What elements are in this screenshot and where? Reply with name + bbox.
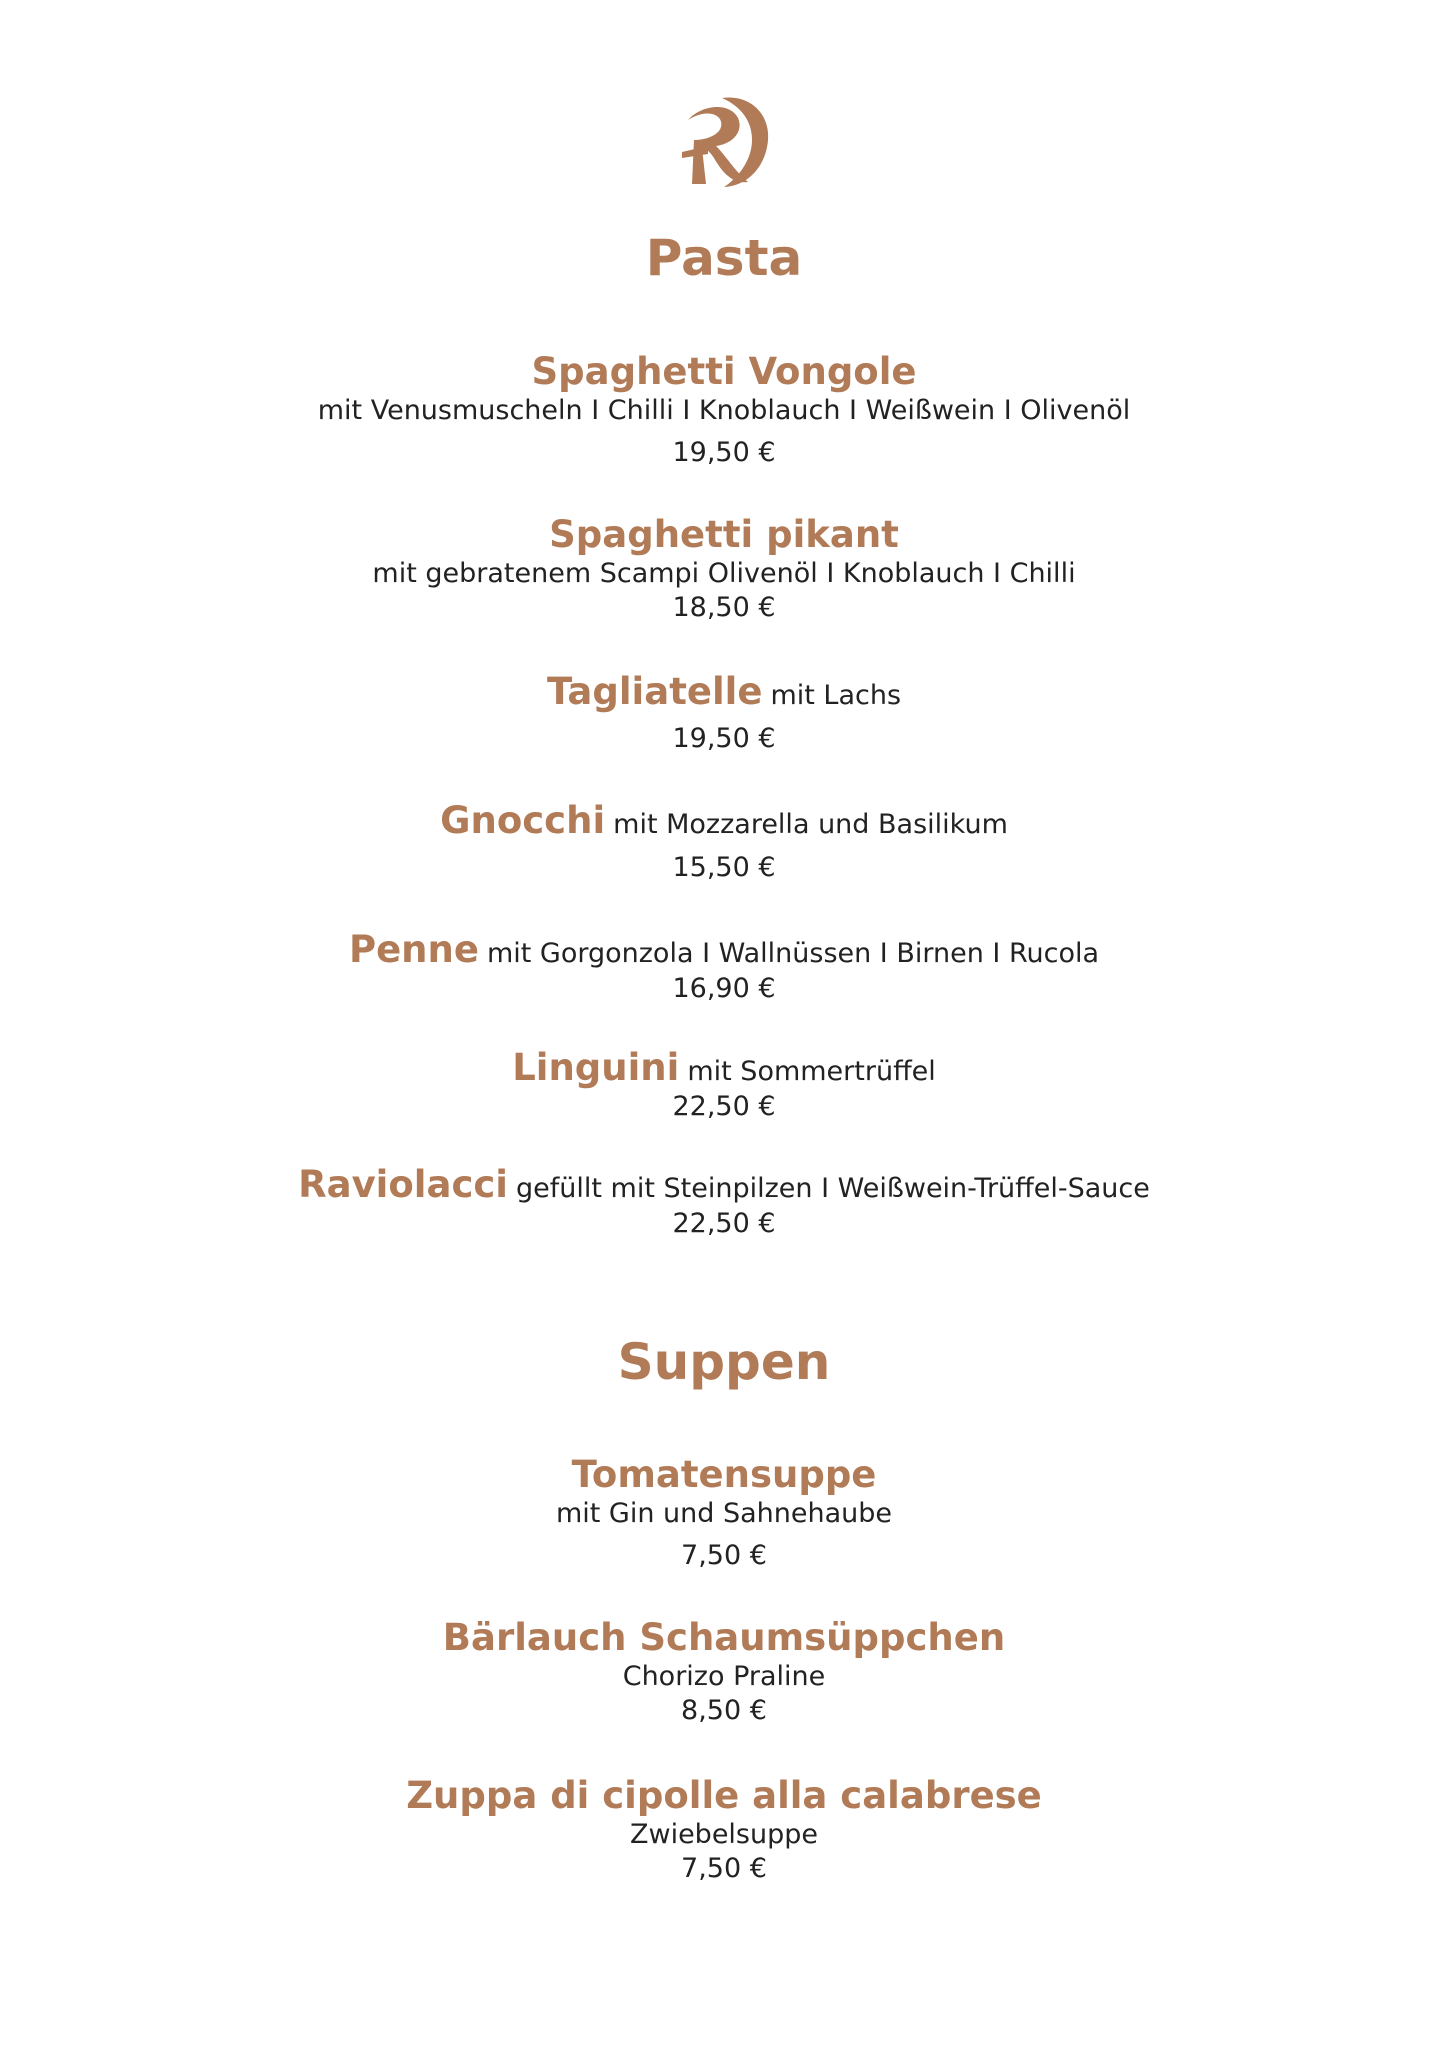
dish-price: 7,50 € — [681, 1853, 767, 1884]
dish-price: 7,50 € — [681, 1540, 767, 1571]
dish-price: 19,50 € — [672, 723, 776, 754]
dish-name: Tagliatelle — [546, 670, 763, 713]
dish-description: Chorizo Praline — [622, 1661, 826, 1692]
dish-name: Gnocchi — [440, 799, 606, 842]
dish-price: 8,50 € — [681, 1695, 767, 1726]
dish-name: Bärlauch Schaumsüppchen — [442, 1616, 1006, 1659]
dish-description: mit Lachs — [770, 680, 902, 711]
dish-price: 18,50 € — [672, 592, 776, 623]
menu-item — [0, 1046, 1448, 1124]
dish-description: mit Gorgonzola I Wallnüssen I Birnen I Rucola — [486, 938, 1100, 969]
dish-description: Zwiebelsuppe — [629, 1819, 818, 1850]
dish-name: Zuppa di cipolle alla calabrese — [406, 1774, 1042, 1817]
r-monogram-logo-icon — [682, 96, 770, 188]
dish-price: 19,50 € — [672, 437, 776, 468]
dish-price: 22,50 € — [672, 1091, 776, 1122]
dish-name: Penne — [348, 928, 479, 971]
dish-name: Raviolacci — [298, 1163, 508, 1206]
section-title-pasta: Pasta — [645, 229, 803, 287]
dish-name: Spaghetti pikant — [549, 513, 899, 556]
menu-item — [0, 1616, 1448, 1728]
menu-item — [0, 513, 1448, 625]
menu-item — [0, 928, 1448, 1006]
dish-price: 22,50 € — [672, 1208, 776, 1239]
dish-name: Linguini — [512, 1046, 680, 1089]
dish-name: Spaghetti Vongole — [531, 350, 917, 393]
dish-price: 15,50 € — [672, 852, 776, 883]
dish-description: mit Gin und Sahnehaube — [555, 1498, 893, 1529]
menu-item — [0, 670, 1448, 756]
dish-price: 16,90 € — [672, 973, 776, 1004]
menu-item — [0, 1453, 1448, 1573]
dish-description: mit Sommertrüffel — [687, 1056, 936, 1087]
menu-item — [0, 1774, 1448, 1886]
section-title-suppen: Suppen — [617, 1333, 831, 1391]
dish-name: Tomatensuppe — [571, 1453, 877, 1496]
menu-item — [0, 799, 1448, 885]
dish-description: mit Mozzarella und Basilikum — [613, 809, 1008, 840]
menu-item — [0, 350, 1448, 470]
dish-description: gefüllt mit Steinpilzen I Weißwein-Trüffel-Sauce — [516, 1173, 1150, 1204]
menu-item — [0, 1163, 1448, 1241]
dish-description: mit gebratenem Scampi Olivenöl I Knoblauch I Chilli — [372, 558, 1076, 589]
dish-description: mit Venusmuscheln I Chilli I Knoblauch I Weißwein I Olivenöl — [317, 395, 1131, 426]
